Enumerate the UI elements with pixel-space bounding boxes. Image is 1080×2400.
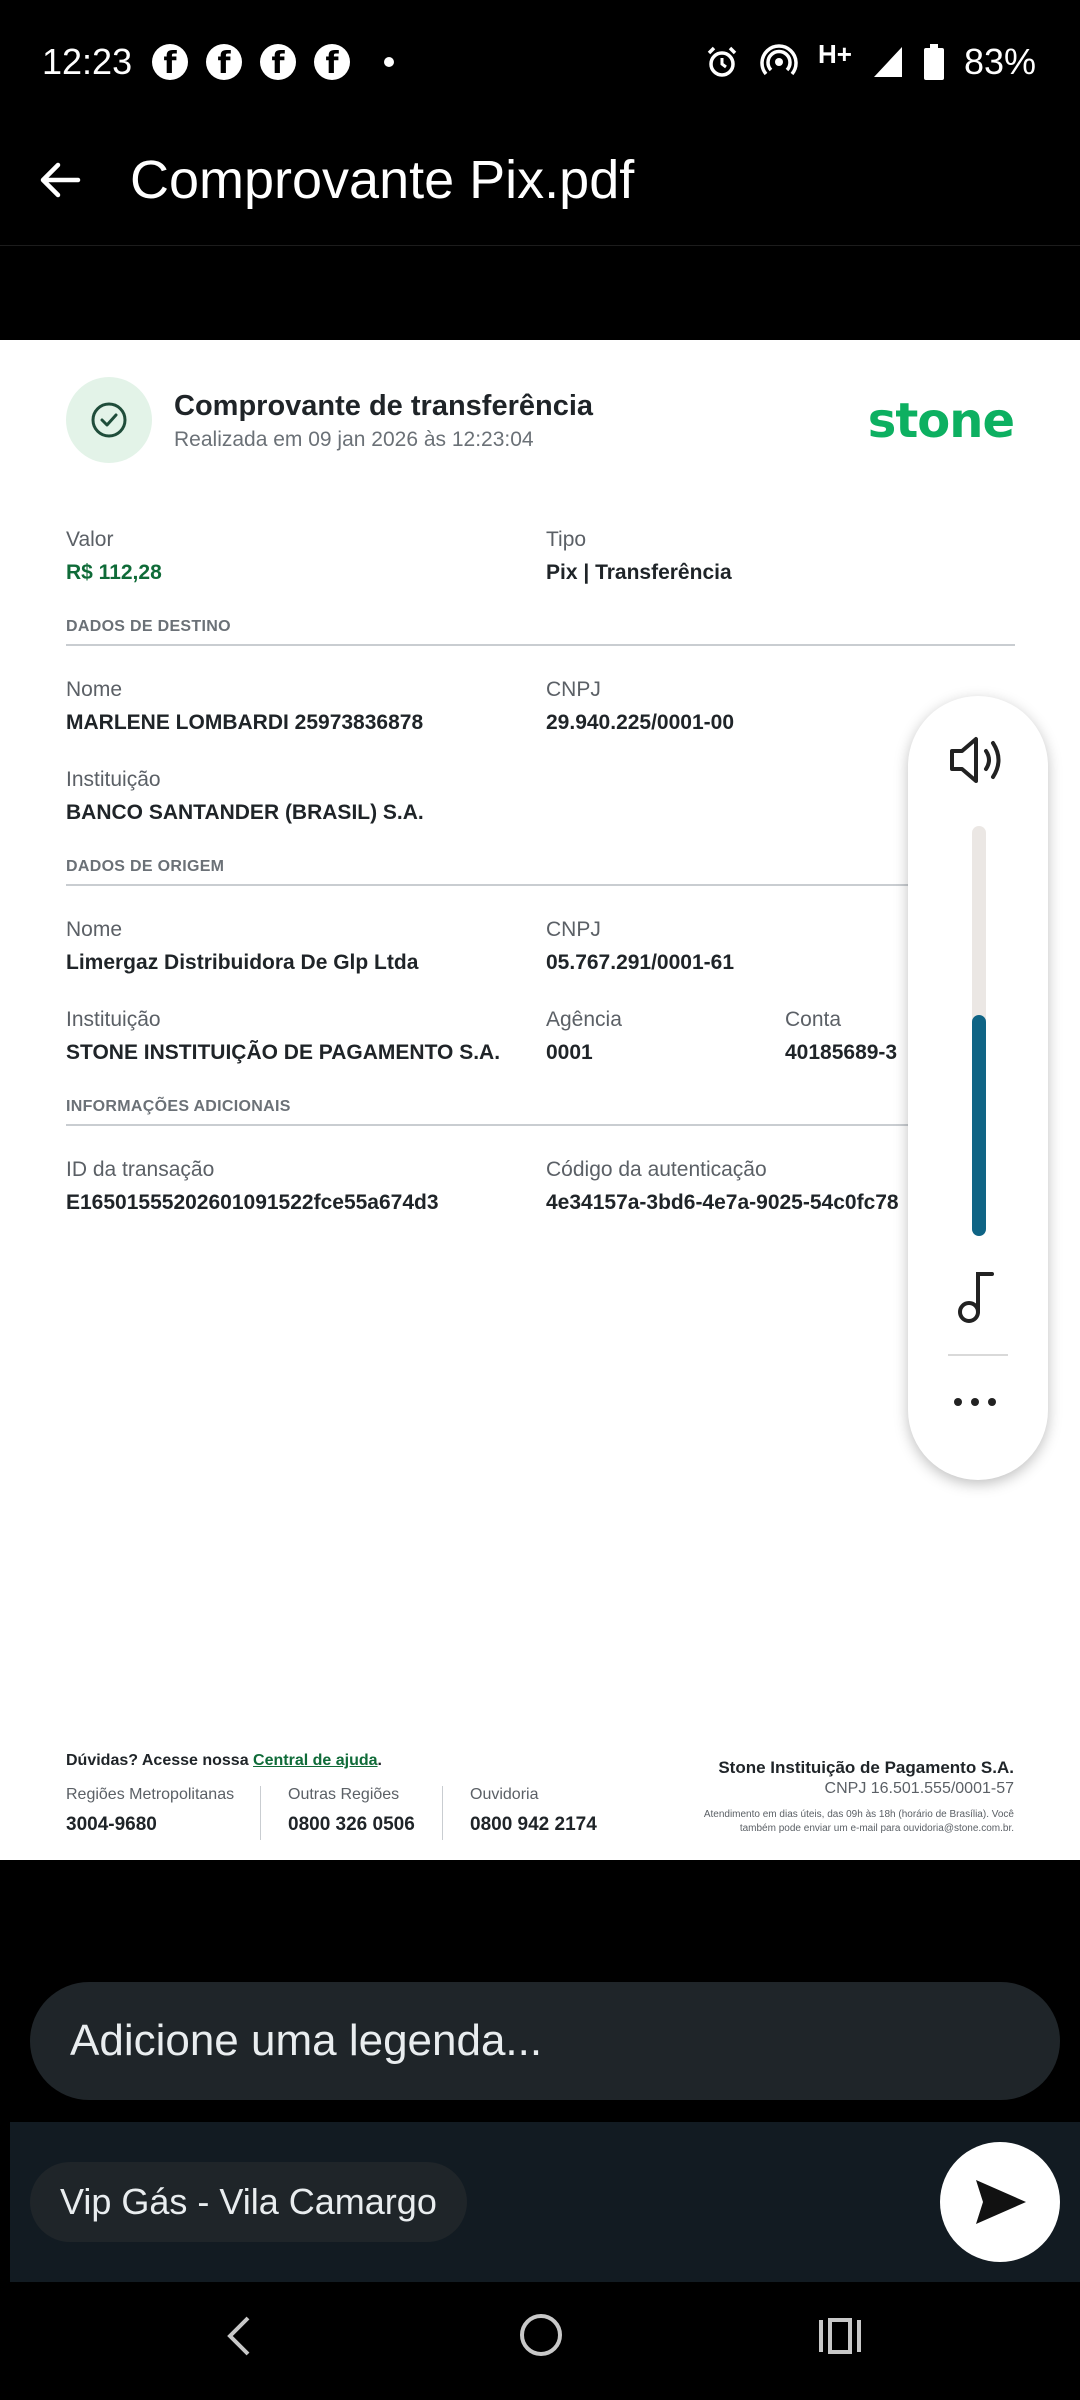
divider bbox=[948, 1354, 1008, 1356]
navigation-bar bbox=[0, 2282, 1080, 2400]
origem-nome: Limergaz Distribuidora De Glp Ltda bbox=[66, 951, 419, 974]
facebook-icon: f bbox=[152, 44, 188, 80]
divider bbox=[66, 1124, 1015, 1126]
service-note: Atendimento em dias úteis, das 09h às 18h (horário de Brasília). Você também pode enviar um e-mail para ouvidoria@stone.com.br. bbox=[703, 1809, 1014, 1834]
status-bar bbox=[0, 0, 1080, 124]
recents-icon bbox=[818, 2316, 862, 2356]
origem-instituicao: STONE INSTITUIÇÃO DE PAGAMENTO S.A. bbox=[66, 1041, 501, 1064]
network-type: H+ bbox=[817, 38, 852, 69]
origem-agencia-label: Agência bbox=[546, 1008, 622, 1031]
origem-conta: 40185689-3 bbox=[785, 1041, 898, 1064]
speaker-button[interactable] bbox=[946, 732, 1010, 793]
metro-phone: 3004-9680 bbox=[66, 1814, 157, 1835]
music-note-icon bbox=[952, 1268, 1002, 1326]
media-volume-button[interactable] bbox=[952, 1268, 1002, 1331]
origem-conta-label: Conta bbox=[785, 1008, 842, 1031]
recipient-chip[interactable]: Vip Gás - Vila Camargo bbox=[30, 2162, 467, 2242]
destino-instituicao: BANCO SANTANDER (BRASIL) S.A. bbox=[66, 801, 424, 824]
destino-nome-label: Nome bbox=[66, 678, 123, 701]
section-destino: DADOS DE DESTINO bbox=[66, 618, 231, 635]
send-icon bbox=[974, 2178, 1028, 2226]
check-badge bbox=[66, 377, 152, 463]
nav-home-button[interactable] bbox=[520, 2314, 562, 2356]
volume-slider[interactable] bbox=[972, 826, 986, 1236]
destino-instituicao-label: Instituição bbox=[66, 768, 161, 791]
send-button[interactable] bbox=[940, 2142, 1060, 2262]
arrow-back-icon bbox=[30, 150, 90, 210]
caption-input[interactable] bbox=[70, 1982, 1020, 2100]
divider bbox=[260, 1786, 261, 1840]
receipt-title: Comprovante de transferência bbox=[174, 390, 594, 422]
volume-panel bbox=[908, 696, 1048, 1480]
caption-field[interactable] bbox=[30, 1982, 1060, 2100]
notification-icons bbox=[152, 44, 394, 80]
alarm-icon bbox=[704, 44, 740, 80]
facebook-icon: f bbox=[314, 44, 350, 80]
speaker-icon bbox=[946, 732, 1010, 788]
origem-instituicao-label: Instituição bbox=[66, 1008, 161, 1031]
valor-label: Valor bbox=[66, 528, 114, 551]
origem-agencia: 0001 bbox=[546, 1041, 593, 1064]
transaction-id: E16501555202601091522fce55a674d3 bbox=[66, 1191, 439, 1214]
auth-code-label: Código da autenticação bbox=[546, 1158, 767, 1181]
ouvidoria-label: Ouvidoria bbox=[470, 1786, 539, 1803]
chevron-left-icon bbox=[220, 2314, 260, 2358]
help-text: Dúvidas? Acesse nossa Central de ajuda. bbox=[66, 1752, 382, 1769]
origem-cnpj-label: CNPJ bbox=[546, 918, 601, 941]
metro-label: Regiões Metropolitanas bbox=[66, 1786, 235, 1803]
battery-icon bbox=[924, 44, 944, 80]
ouvidoria-phone: 0800 942 2174 bbox=[470, 1814, 597, 1835]
more-notifications-icon bbox=[384, 57, 394, 67]
nav-back-button[interactable] bbox=[220, 2314, 260, 2363]
battery-percent: 83% bbox=[963, 41, 1036, 82]
check-circle-icon bbox=[89, 400, 129, 440]
valor-value: R$ 112,28 bbox=[66, 561, 162, 584]
divider bbox=[66, 644, 1015, 646]
divider bbox=[442, 1786, 443, 1840]
facebook-icon: f bbox=[206, 44, 242, 80]
stone-logo: stone bbox=[867, 393, 1014, 449]
volume-level bbox=[972, 1015, 986, 1236]
document-title: Comprovante Pix.pdf bbox=[130, 150, 635, 210]
auth-code: 4e34157a-3bd6-4e7a-9025-54c0fc78 bbox=[546, 1191, 899, 1214]
transaction-id-label: ID da transação bbox=[66, 1158, 215, 1181]
destino-nome: MARLENE LOMBARDI 25973836878 bbox=[66, 711, 424, 734]
more-icon[interactable] bbox=[954, 1398, 996, 1406]
status-time: 12:23 bbox=[42, 41, 133, 82]
origem-nome-label: Nome bbox=[66, 918, 123, 941]
receipt-subtitle: Realizada em 09 jan 2026 às 12:23:04 bbox=[174, 428, 534, 451]
tipo-value: Pix | Transferência bbox=[546, 561, 732, 584]
origem-cnpj: 05.767.291/0001-61 bbox=[546, 951, 735, 974]
company-name: Stone Instituição de Pagamento S.A. bbox=[718, 1758, 1014, 1777]
section-origem: DADOS DE ORIGEM bbox=[66, 858, 225, 875]
back-button[interactable] bbox=[30, 150, 90, 210]
signal-icon bbox=[872, 45, 904, 79]
destino-cnpj: 29.940.225/0001-00 bbox=[546, 711, 735, 734]
section-adicionais: INFORMAÇÕES ADICIONAIS bbox=[66, 1098, 291, 1115]
nav-recents-button[interactable] bbox=[818, 2316, 862, 2361]
company-cnpj: CNPJ 16.501.555/0001-57 bbox=[824, 1780, 1014, 1797]
destino-cnpj-label: CNPJ bbox=[546, 678, 601, 701]
app-bar bbox=[0, 124, 1080, 246]
help-center-link[interactable]: Central de ajuda bbox=[253, 1752, 378, 1769]
tipo-label: Tipo bbox=[546, 528, 587, 551]
divider bbox=[66, 884, 1015, 886]
status-right bbox=[704, 38, 1036, 86]
outras-label: Outras Regiões bbox=[288, 1786, 400, 1803]
hotspot-icon bbox=[760, 43, 798, 81]
outras-phone: 0800 326 0506 bbox=[288, 1814, 415, 1835]
facebook-icon: f bbox=[260, 44, 296, 80]
recipient-bar bbox=[10, 2122, 1080, 2282]
